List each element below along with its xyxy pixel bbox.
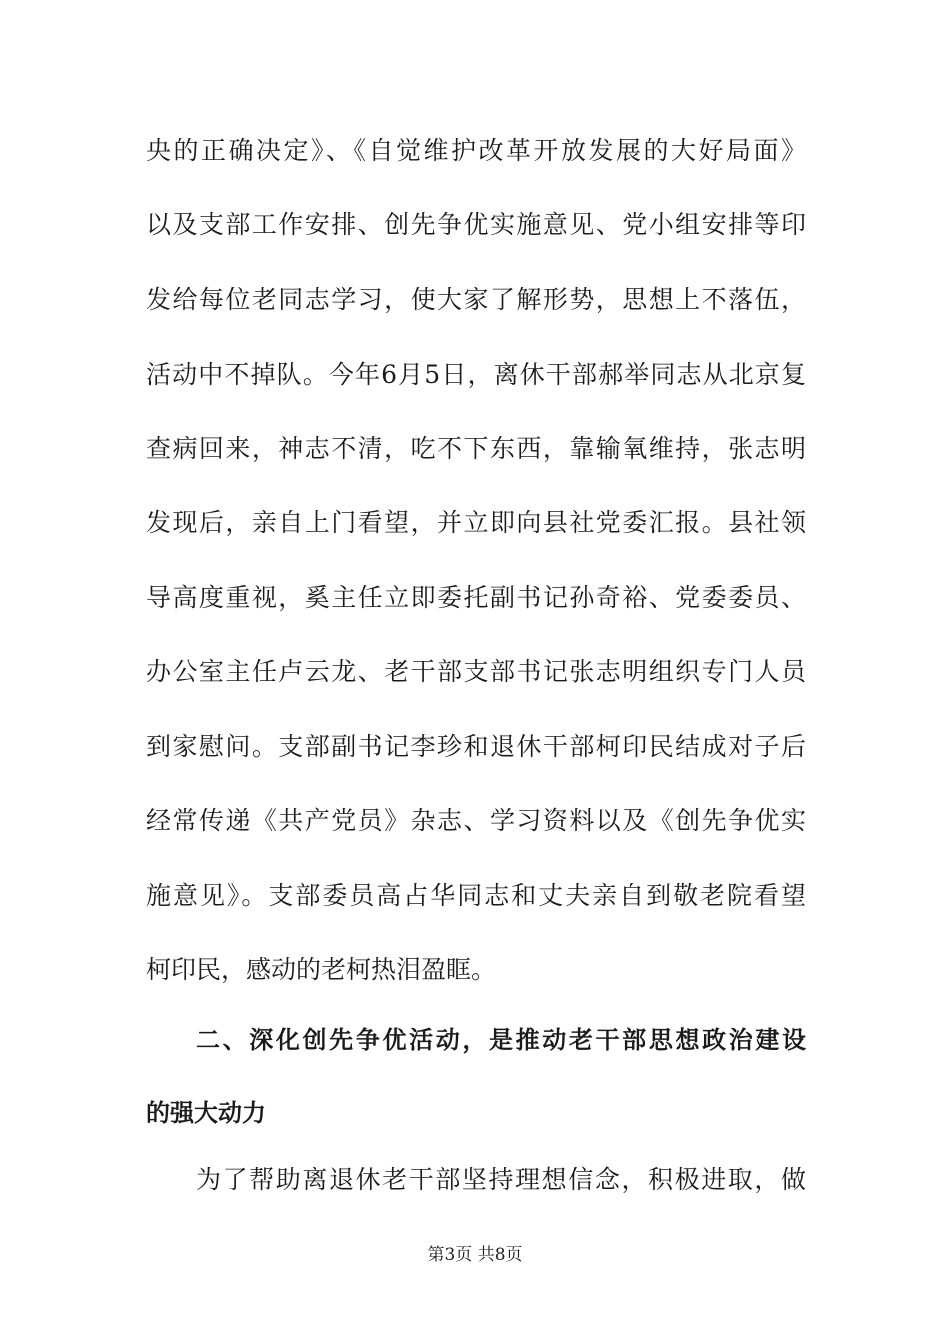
body-line-3: 发给每位老同志学习，使大家了解形势，思想上不落伍， (146, 285, 806, 314)
body-line-9: 到家慰问。支部副书记李珍和退休干部柯印民结成对子后 (146, 732, 806, 761)
section-heading-line-2: 的强大动力 (146, 1099, 266, 1127)
body-line-6: 发现后，亲自上门看望，并立即向县社党委汇报。县社领 (146, 508, 806, 537)
body-line-5: 查病回来，神志不清，吃不下东西，靠输氧维持，张志明 (146, 434, 806, 463)
body-line-8: 办公室主任卢云龙、老干部支部书记张志明组织专门人员 (146, 657, 806, 686)
body-line-10: 经常传递《共产党员》杂志、学习资料以及《创先争优实 (146, 806, 806, 835)
body-line-7: 导高度重视，奚主任立即委托副书记孙奇裕、党委委员、 (146, 583, 806, 612)
page-number-footer: 第3页 共8页 (427, 1245, 523, 1265)
body-line-2: 以及支部工作安排、创先争优实施意见、党小组安排等印 (146, 210, 806, 239)
body-line-1: 央的正确决定》、《自觉维护改革开放发展的大好局面》 (146, 136, 806, 165)
body-line-12: 柯印民，感动的老柯热泪盈眶。 (146, 955, 497, 984)
paragraph-start-line: 为了帮助离退休老干部坚持理想信念，积极进取，做 (196, 1165, 806, 1194)
body-line-11: 施意见》。支部委员高占华同志和丈夫亲自到敬老院看望 (146, 881, 806, 910)
body-line-4: 活动中不掉队。今年6月5日，离休干部郝举同志从北京复 (146, 360, 806, 389)
section-heading-line-1: 二、深化创先争优活动，是推动老干部思想政治建设 (196, 1026, 806, 1054)
